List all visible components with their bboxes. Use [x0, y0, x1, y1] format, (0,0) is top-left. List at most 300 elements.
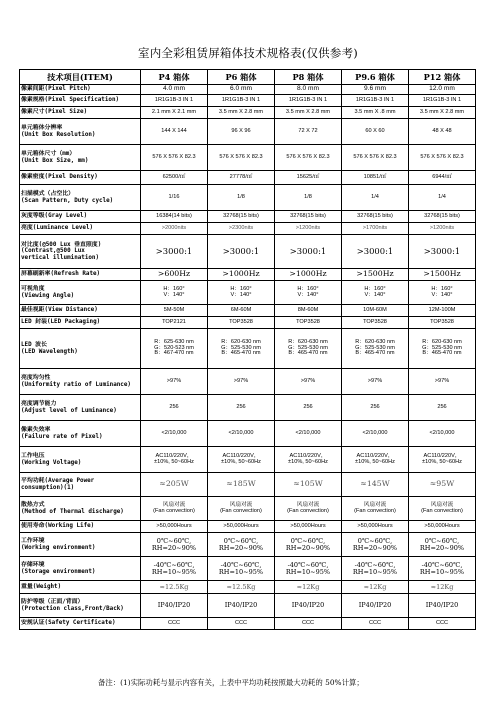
- value-line: ≈12Kg: [430, 582, 454, 591]
- row-label-line: 像素间距(Pixel Pitch): [21, 86, 91, 93]
- table-row: [20, 533, 476, 557]
- value-line: 1R1G1B-3 IN 1: [154, 96, 194, 103]
- value-cell: [342, 329, 409, 369]
- row-label-line: 像素尺寸(Pixel Size): [21, 109, 88, 116]
- value-line: 576 X 576 X 82.3: [420, 153, 464, 160]
- value-cell: [275, 618, 342, 630]
- value-line: ≈105W: [293, 479, 323, 489]
- value-cell: [208, 223, 275, 235]
- value-cell: [275, 305, 342, 317]
- value-cell: [342, 618, 409, 630]
- value-line: 风扇对流: [363, 501, 387, 508]
- value-cell: [141, 369, 208, 395]
- row-label-line: vertical illumination): [21, 254, 100, 261]
- value-cell: [342, 211, 409, 223]
- value-cell: [208, 211, 275, 223]
- table-row: [20, 211, 476, 223]
- value-line: G：525-530 nm: [422, 344, 462, 351]
- value-cell: [342, 281, 409, 305]
- row-label: [20, 95, 141, 107]
- value-cell: [275, 211, 342, 223]
- value-cell: [141, 305, 208, 317]
- value-line: >1000Hz: [222, 269, 260, 279]
- value-cell: [409, 317, 476, 329]
- value-line: RH=20~90%: [151, 543, 197, 552]
- value-line: ±10%, 50~60Hz: [355, 458, 395, 465]
- row-label-line: (Adjust level of Luminance): [21, 407, 117, 414]
- row-label-line: (Scan Pattern, Duty cycle): [21, 197, 114, 204]
- value-cell: [208, 557, 275, 581]
- row-label-line: 最佳视距(View Distance): [21, 307, 98, 314]
- value-cell: [342, 497, 409, 521]
- value-line: H：160°: [364, 285, 386, 292]
- table-row: [20, 618, 476, 630]
- row-label-line: (Method of Thermal discharge): [21, 508, 124, 515]
- value-cell: [275, 107, 342, 119]
- value-line: ±10%, 50~60Hz: [288, 458, 328, 465]
- value-line: 风扇对流: [296, 501, 320, 508]
- value-line: H：160°: [230, 285, 252, 292]
- value-cell: [141, 521, 208, 533]
- value-line: 1R1G1B-3 IN 1: [355, 96, 395, 103]
- value-line: (Fan convection): [153, 507, 195, 514]
- value-cell: [275, 421, 342, 447]
- value-line: 10851/㎡: [363, 173, 387, 180]
- row-label-line: 可视角度: [21, 286, 45, 293]
- row-label-line: 工作环境: [21, 538, 45, 545]
- value-line: 3.5 mm X 2.8 mm: [419, 108, 465, 115]
- row-label-line: (Working Voltage): [21, 459, 82, 466]
- row-label-line: 散热方式: [21, 502, 45, 509]
- value-line: ≈185W: [226, 479, 256, 489]
- value-line: >1500Hz: [356, 269, 394, 279]
- value-cell: [208, 581, 275, 594]
- value-cell: [342, 447, 409, 473]
- value-cell: [342, 317, 409, 329]
- value-line: 8M-60M: [297, 306, 319, 313]
- value-cell: [208, 119, 275, 145]
- value-cell: [141, 497, 208, 521]
- value-line: >2300nits: [228, 224, 254, 231]
- table-row: [20, 107, 476, 119]
- table-row: [20, 521, 476, 533]
- value-cell: [342, 421, 409, 447]
- table-row: [20, 145, 476, 171]
- value-cell: [141, 211, 208, 223]
- value-cell: [141, 618, 208, 630]
- value-cell: [208, 317, 275, 329]
- table-row: [20, 269, 476, 281]
- value-line: 1R1G1B-3 IN 1: [422, 96, 462, 103]
- row-label: [20, 329, 141, 369]
- value-line: (Fan convection): [421, 507, 463, 514]
- value-line: <2/10,000: [228, 429, 254, 436]
- value-cell: [275, 557, 342, 581]
- value-line: 62500/㎡: [162, 173, 186, 180]
- spec-table: [19, 69, 476, 630]
- value-cell: [208, 235, 275, 269]
- value-line: AC110/220V，: [356, 452, 394, 459]
- value-cell: [409, 211, 476, 223]
- value-line: V：140°: [431, 291, 453, 298]
- value-line: ≈12Kg: [363, 582, 387, 591]
- value-cell: [275, 281, 342, 305]
- value-line: 1/8: [304, 193, 312, 200]
- value-line: TOP3528: [430, 318, 454, 325]
- page-title: 室内全彩租赁屏箱体技术规格表(仅供参考): [138, 46, 358, 60]
- value-cell: [342, 235, 409, 269]
- value-cell: [275, 317, 342, 329]
- row-label: [20, 107, 141, 119]
- value-line: RH=10~95%: [151, 567, 197, 576]
- row-label-line: 重量(Weight): [21, 583, 62, 590]
- value-line: <2/10,000: [161, 429, 187, 436]
- value-cell: [208, 145, 275, 171]
- value-line: R：625-630 nm: [154, 338, 194, 345]
- value-cell: [409, 447, 476, 473]
- row-label: [20, 119, 141, 145]
- table-row: [20, 235, 476, 269]
- value-line: RH=20~90%: [352, 543, 398, 552]
- value-line: ±10%, 50~60Hz: [221, 458, 261, 465]
- table-row: [20, 557, 476, 581]
- value-line: 6M-60M: [230, 306, 252, 313]
- value-line: V：140°: [230, 291, 252, 298]
- row-label: [20, 317, 141, 329]
- value-line: 256: [236, 403, 246, 410]
- value-cell: [275, 235, 342, 269]
- value-line: 0℃~60℃,: [223, 536, 259, 545]
- value-cell: [275, 329, 342, 369]
- row-label-line: 像素失效率: [21, 427, 51, 434]
- value-line: G：525-530 nm: [221, 344, 261, 351]
- value-cell: [208, 107, 275, 119]
- row-label-line: 防护等级（正面/背面）: [21, 599, 84, 606]
- value-cell: [409, 95, 476, 107]
- header-item: 技术项目(ITEM): [20, 70, 141, 85]
- table-row: [20, 317, 476, 329]
- value-line: >2000nits: [161, 224, 187, 231]
- value-line: 12.0 mm: [429, 85, 455, 93]
- value-line: 256: [303, 403, 313, 410]
- table-row: [20, 223, 476, 235]
- value-cell: [342, 473, 409, 497]
- value-line: 1/8: [237, 193, 245, 200]
- value-line: ±10%, 50~60Hz: [422, 458, 462, 465]
- value-cell: [409, 369, 476, 395]
- row-label-line: (Protection class,Front/Back): [21, 605, 124, 612]
- value-line: 3.5 mm X .8 mm: [354, 108, 396, 115]
- value-line: 256: [437, 403, 447, 410]
- table-row: [20, 119, 476, 145]
- value-line: -40℃~60℃,: [220, 560, 262, 569]
- value-line: >1000Hz: [289, 269, 327, 279]
- value-line: -40℃~60℃,: [354, 560, 396, 569]
- value-line: >97%: [300, 377, 316, 384]
- value-line: 144 X 144: [161, 127, 187, 134]
- value-cell: [409, 145, 476, 171]
- value-line: IP40/IP20: [425, 601, 459, 610]
- value-line: 27778/㎡: [229, 173, 253, 180]
- value-line: TOP3528: [229, 318, 253, 325]
- value-cell: [342, 119, 409, 145]
- value-line: 48 X 48: [432, 127, 452, 134]
- value-cell: [342, 521, 409, 533]
- value-line: 2.1 mm X 2.1 mm: [151, 108, 197, 115]
- value-line: 9.6 mm: [364, 85, 386, 93]
- value-cell: [342, 594, 409, 618]
- value-line: ≈205W: [159, 479, 189, 489]
- row-label-line: (LED Wavelength): [21, 348, 78, 355]
- value-cell: [275, 497, 342, 521]
- row-label-line: 像素密度(Pixel Density): [21, 174, 98, 181]
- value-cell: [275, 473, 342, 497]
- value-line: >50,000Hours: [156, 522, 192, 529]
- value-line: CCC: [301, 619, 315, 626]
- row-label-line: 对比度(@500 Lux 垂直照度): [21, 242, 102, 249]
- value-line: 576 X 576 X 82.3: [353, 153, 397, 160]
- value-line: ≈12.5Kg: [226, 582, 256, 591]
- value-line: 风扇对流: [430, 501, 454, 508]
- value-line: R：620-630 nm: [288, 338, 328, 345]
- value-cell: [208, 421, 275, 447]
- value-cell: [141, 235, 208, 269]
- value-line: TOP3528: [296, 318, 320, 325]
- value-line: >50,000Hours: [357, 522, 393, 529]
- value-line: H：160°: [431, 285, 453, 292]
- table-row: [20, 185, 476, 211]
- table-row: [20, 594, 476, 618]
- value-line: B：465-470 nm: [221, 350, 261, 357]
- value-line: CCC: [167, 619, 181, 626]
- table-row: [20, 95, 476, 107]
- value-line: RH=20~90%: [218, 543, 264, 552]
- value-line: ±10%, 50~60Hz: [154, 458, 194, 465]
- value-cell: [409, 581, 476, 594]
- value-cell: [275, 594, 342, 618]
- value-line: H：160°: [163, 285, 185, 292]
- row-label: [20, 305, 141, 317]
- value-cell: [342, 305, 409, 317]
- value-line: 32768(15 bits): [223, 212, 259, 219]
- value-cell: [342, 533, 409, 557]
- row-label-line: (Uniformity ratio of Luminance): [21, 381, 131, 388]
- row-label-line: 使用寿命(Working Life): [21, 523, 95, 530]
- row-label: [20, 557, 141, 581]
- value-line: 12M-100M: [428, 306, 456, 313]
- value-line: RH=20~90%: [419, 543, 465, 552]
- value-cell: [141, 594, 208, 618]
- value-cell: [141, 581, 208, 594]
- value-cell: [208, 447, 275, 473]
- value-line: R：620-630 nm: [355, 338, 395, 345]
- value-line: (Fan convection): [354, 507, 396, 514]
- value-line: G：525-530 nm: [288, 344, 328, 351]
- row-label: [20, 85, 141, 95]
- value-line: >3000:1: [423, 246, 461, 257]
- value-line: 10M-60M: [363, 306, 387, 313]
- value-line: 576 X 576 X 82.3: [219, 153, 263, 160]
- value-cell: [141, 171, 208, 185]
- value-line: >97%: [367, 377, 383, 384]
- value-line: 3.5 mm X 2.8 mm: [285, 108, 331, 115]
- value-line: 0℃~60℃,: [424, 536, 460, 545]
- value-cell: [141, 281, 208, 305]
- value-cell: [275, 185, 342, 211]
- value-cell: [141, 119, 208, 145]
- row-label-line: (Unit Box Size, mm): [21, 157, 89, 164]
- value-line: 576 X 576 X 82.3: [286, 153, 330, 160]
- value-line: (Fan convection): [287, 507, 329, 514]
- value-cell: [275, 533, 342, 557]
- value-cell: [342, 369, 409, 395]
- value-line: RH=10~95%: [218, 567, 264, 576]
- value-line: 96 X 96: [231, 127, 251, 134]
- value-cell: [141, 395, 208, 421]
- value-cell: [275, 95, 342, 107]
- value-line: 1R1G1B-3 IN 1: [221, 96, 261, 103]
- row-label-line: 亮度(Luminance Level): [21, 225, 94, 232]
- table-row: [20, 421, 476, 447]
- value-line: ≈95W: [429, 479, 455, 489]
- row-label-line: 扫描模式（占空比）: [21, 191, 75, 198]
- value-cell: [208, 618, 275, 630]
- table-row: [20, 395, 476, 421]
- value-line: 32768(15 bits): [424, 212, 460, 219]
- value-cell: [275, 85, 342, 95]
- value-cell: [141, 317, 208, 329]
- row-label: [20, 497, 141, 521]
- value-cell: [409, 185, 476, 211]
- value-cell: [409, 594, 476, 618]
- row-label-line: 安规认证(Safety Certificate): [21, 620, 116, 627]
- value-line: H：160°: [297, 285, 319, 292]
- row-label: [20, 369, 141, 395]
- spec-body: [20, 85, 476, 630]
- value-line: CCC: [234, 619, 248, 626]
- row-label: [20, 473, 141, 497]
- row-label-line: 工作电压: [21, 453, 45, 460]
- value-cell: [409, 269, 476, 281]
- row-label: [20, 533, 141, 557]
- value-line: 576 X 576 X 82.3: [152, 153, 196, 160]
- value-line: >3000:1: [289, 246, 327, 257]
- value-cell: [409, 497, 476, 521]
- value-cell: [141, 223, 208, 235]
- value-line: R：620-630 nm: [422, 338, 462, 345]
- row-label-line: (Storage environment): [21, 568, 96, 575]
- value-cell: [208, 395, 275, 421]
- row-label: [20, 211, 141, 223]
- value-cell: [409, 618, 476, 630]
- value-cell: [342, 269, 409, 281]
- value-line: IP40/IP20: [224, 601, 258, 610]
- row-label-line: 单元箱体分辨率: [21, 125, 63, 132]
- value-cell: [141, 145, 208, 171]
- value-line: 1/4: [371, 193, 379, 200]
- value-cell: [208, 185, 275, 211]
- row-label: [20, 281, 141, 305]
- value-line: -40℃~60℃,: [421, 560, 463, 569]
- value-line: 0℃~60℃,: [357, 536, 393, 545]
- value-line: 8.0 mm: [297, 85, 319, 93]
- row-label: [20, 395, 141, 421]
- value-cell: [275, 369, 342, 395]
- value-cell: [275, 395, 342, 421]
- value-line: B：465-470 nm: [355, 350, 395, 357]
- value-cell: [275, 223, 342, 235]
- value-cell: [342, 223, 409, 235]
- value-cell: [409, 395, 476, 421]
- value-cell: [409, 421, 476, 447]
- row-label: [20, 581, 141, 594]
- row-label: [20, 223, 141, 235]
- row-label-line: (Viewing Angle): [21, 292, 75, 299]
- row-label-line: (Working environment): [21, 544, 96, 551]
- value-cell: [342, 85, 409, 95]
- value-line: >1200nits: [429, 224, 455, 231]
- value-cell: [342, 557, 409, 581]
- value-line: 0℃~60℃,: [156, 536, 192, 545]
- row-label: [20, 421, 141, 447]
- value-line: 32768(15 bits): [290, 212, 326, 219]
- value-cell: [409, 557, 476, 581]
- value-line: 风扇对流: [162, 501, 186, 508]
- value-line: ≈12Kg: [296, 582, 320, 591]
- value-line: TOP3528: [363, 318, 387, 325]
- value-line: IP40/IP20: [291, 601, 325, 610]
- value-line: R：620-630 nm: [221, 338, 261, 345]
- value-line: >50,000Hours: [290, 522, 326, 529]
- value-line: -40℃~60℃,: [287, 560, 329, 569]
- row-label-line: 灰度等级(Gray Level): [21, 213, 88, 220]
- value-line: 1/16: [168, 193, 180, 200]
- header-p9-6: P9.6 箱体: [342, 70, 409, 85]
- value-cell: [141, 85, 208, 95]
- value-line: IP40/IP20: [157, 601, 191, 610]
- value-cell: [141, 185, 208, 211]
- value-line: RH=10~95%: [352, 567, 398, 576]
- value-cell: [409, 329, 476, 369]
- value-line: 72 X 72: [298, 127, 318, 134]
- value-cell: [208, 594, 275, 618]
- value-cell: [208, 521, 275, 533]
- table-row: [20, 305, 476, 317]
- value-line: 15625/㎡: [296, 173, 320, 180]
- value-line: >50,000Hours: [424, 522, 460, 529]
- value-line: IP40/IP20: [358, 601, 392, 610]
- value-cell: [141, 329, 208, 369]
- value-cell: [141, 447, 208, 473]
- value-line: V：140°: [163, 291, 185, 298]
- row-label: [20, 521, 141, 533]
- header-row: [20, 70, 476, 85]
- value-cell: [208, 281, 275, 305]
- value-cell: [208, 305, 275, 317]
- value-cell: [409, 521, 476, 533]
- row-label-line: consumption)(1): [21, 484, 75, 491]
- value-cell: [275, 119, 342, 145]
- value-cell: [141, 473, 208, 497]
- value-cell: [342, 171, 409, 185]
- row-label-line: LED 封装(LED Packaging): [21, 319, 101, 326]
- value-line: >1200nits: [295, 224, 321, 231]
- value-cell: [275, 521, 342, 533]
- row-label: [20, 269, 141, 281]
- value-line: >1500Hz: [423, 269, 461, 279]
- value-cell: [275, 269, 342, 281]
- row-label-line: 平均功耗(Average Power: [21, 478, 95, 485]
